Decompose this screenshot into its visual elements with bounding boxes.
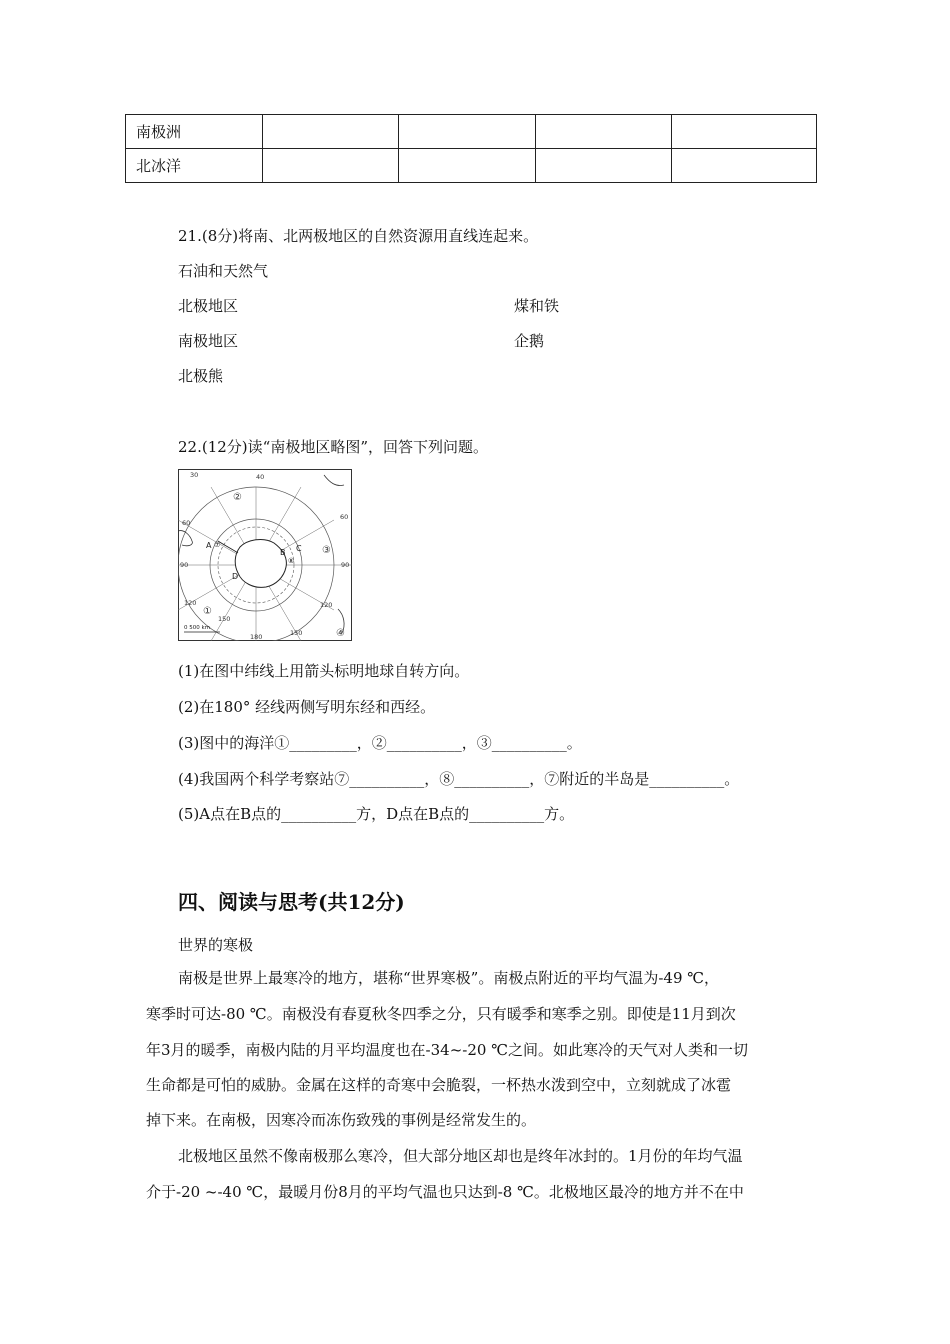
lon-label: 60 [340,513,349,521]
table-row [126,149,817,183]
q21-left-item: 南极地区 [178,332,239,350]
lon-label: 150 [218,615,231,623]
table-cell [263,115,399,149]
q22-question: (1)在图中纬线上用箭头标明地球自转方向。 [178,662,470,680]
reading-line: 北极地区虽然不像南极那么寒冷，但大部分地区却也是终年冰封的。1月份的年均气温 [178,1147,743,1165]
reading-line: 年3月的暖季，南极内陆的月平均温度也在-34~-20 ℃之间。如此寒冷的天气对人类和一切 [146,1041,748,1059]
q21-left-item: 北极地区 [178,297,239,315]
q21-title: 21.(8分)将南、北两极地区的自然资源用直线连起来。 [178,227,539,245]
q22-title: 22.(12分)读“南极地区略图”，回答下列问题。 [178,438,488,456]
point-label-d: D [232,572,239,581]
q21-right-item: 煤和铁 [514,297,560,315]
lon-label: 120 [320,601,333,609]
lon-label: 180 [250,633,263,641]
reading-line: 掉下来。在南极，因寒冷而冻伤致残的事例是经常发生的。 [146,1111,537,1129]
table-cell-label: 南极洲 [126,115,263,149]
reading-line: 生命都是可怕的威胁。金属在这样的奇寒中会脆裂，一杯热水泼到空中，立刻就成了冰雹 [146,1076,732,1094]
q22-question: (3)图中的海洋①_________，②__________，③__________。 [178,734,582,752]
lon-label: 60 [182,519,191,527]
q21-left-item: 石油和天然气 [178,262,269,280]
table-cell [399,149,536,183]
q22-question: (5)A点在B点的__________方，D点在B点的__________方。 [178,805,575,823]
ocean-marker: ② [233,492,242,503]
ocean-marker: ① [203,606,212,617]
continent-table [125,114,817,183]
table-cell [536,115,672,149]
table-cell-label: 北冰洋 [126,149,263,183]
lon-label: 90 [180,561,189,569]
antarctic-map [178,469,352,641]
lon-label: 150 [290,629,303,637]
station-marker: ⑧ [288,557,295,565]
table-cell [672,115,817,149]
lon-label: 120 [184,599,197,607]
ocean-marker: ④ [336,628,345,639]
reading-subtitle: 世界的寒极 [178,936,254,954]
q21-right-item: 企鹅 [514,332,545,350]
point-label-c: C [296,544,302,553]
lon-label: 90 [341,561,350,569]
table-cell [399,115,536,149]
table-row [126,115,817,149]
scale-label: 0 500 km [184,625,211,631]
antarctica-outline [235,540,286,588]
point-label-b: B [280,548,286,557]
reading-line: 介于-20 ~-40 ℃，最暖月份8月的平均气温也只达到-8 ℃。北极地区最冷的地方并不在中 [146,1183,744,1201]
table-cell [536,149,672,183]
section-title: 四、阅读与思考(共12分) [178,890,405,914]
q22-question: (4)我国两个科学考察站⑦__________，⑧__________，⑦附近的半岛是__________。 [178,770,740,788]
reading-line: 寒季时可达-80 ℃。南极没有春夏秋冬四季之分，只有暖季和寒季之别。即使是11月到次 [146,1005,736,1023]
q21-left-item: 北极熊 [178,367,224,385]
reading-line: 南极是世界上最寒冷的地方，堪称“世界寒极”。南极点附近的平均气温为-49 ℃， [178,969,720,987]
table-cell [263,149,399,183]
q22-question: (2)在180° 经线两侧写明东经和西经。 [178,698,436,716]
ocean-marker: ③ [322,545,331,556]
lon-label: 40 [256,473,265,481]
point-label-a: A [206,541,212,550]
station-marker: ⑦ [214,541,221,549]
table-cell [672,149,817,183]
lon-label: 30 [190,471,199,479]
